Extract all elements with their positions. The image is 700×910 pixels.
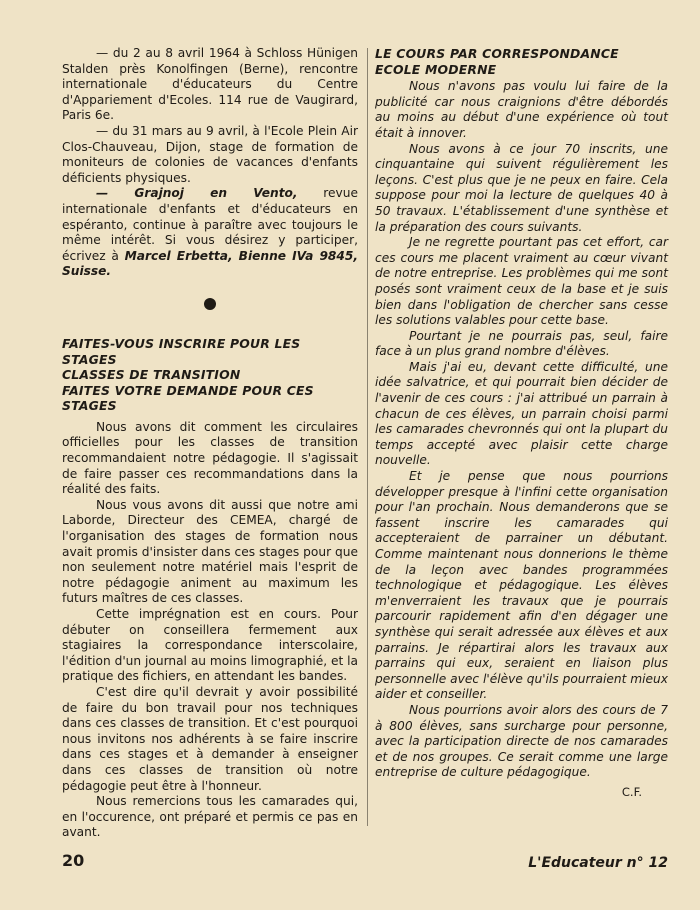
correspondance-heading-line-1: LE COURS PAR CORRESPONDANCE [375,46,619,61]
cours-paragraph-7: Nous pourrions avoir alors des cours de 7 à 800 élèves, sans surcharge pour personne, avec la participation directe de nos camarades et de nos groupes. Ce serait comme une large entreprise de culture pédagogique. [375,702,668,780]
grajnoj-title: — Grajnoj en Vento, [96,186,298,201]
cours-paragraph-5: Mais j'ai eu, devant cette difficulté, une idée salvatrice, et qui pourrait bien décider de l'avenir de ces cours : j'ai attribué un parrain à chacun de ces élèves, un parrain choisi parmi les camarades chevronnés qui ont la plupart du temps accepté avec plaisir cette charge nouvelle. [375,359,668,468]
stages-heading-line-2: CLASSES DE TRANSITION [62,367,241,383]
journal-issue: L'Educateur n° 12 [528,855,668,871]
author-signature: C.F. [621,784,642,799]
cours-paragraph-3: Je ne regrette pourtant pas cet effort, car ces cours me placent vraiment au cœur vivant de notre entreprise. Les problèmes qui me sont posés sont vraiment ceux de la base et je suis bien dans l'obligation de chercher sans cesse les solutions valables pour cette base. [375,235,668,328]
correspondance-heading [375,46,668,77]
page-number: 20 [62,851,85,870]
stages-paragraph-5: Nous remercions tous les camarades qui, en l'occurence, ont préparé et permis ce pas en avant. [62,794,358,840]
section-bullet [204,298,216,310]
grajnoj-body: revue internationale d'enfants et d'éducateurs en espéranto, continue à paraître avec toujours le même intérêt. Si vous désirez y participer, écrivez à [62,186,358,263]
stages-heading-line-1: FAITES-VOUS INSCRIRE POUR LES STAGES [62,335,301,367]
cours-paragraph-1: Nous n'avons pas voulu lui faire de la publicité car nous craignions d'être débordés au moins au début d'une expérience où tout était à innover. [375,79,668,140]
cours-paragraph-2: Nous avons à ce jour 70 inscrits, une cinquantaine qui suivent régulièrement les leçons. C'est plus que je ne peux en faire. Cela suppose pour moi la lecture de quelques 40 à 50 travaux. L'établissement d'une synthèse et la préparation des cours suivants. [375,141,668,234]
left-column [62,46,358,841]
correspondance-heading-line-2: ECOLE MODERNE [375,61,497,77]
column-divider [367,48,368,826]
stages-heading [62,336,358,414]
announcement-hunigen: — du 2 au 8 avril 1964 à Schloss Hünigen Stalden près Konolfingen (Berne), rencontre internationale d'éducateurs du Centre d'Appariement d'Ecoles. 114 rue de Vaugirard, Paris 6e. [62,46,358,123]
right-column [375,46,668,801]
grajnoj-contact: Marcel Erbetta, Bienne IVa 9845, Suisse. [62,248,359,279]
stages-paragraph-4: C'est dire qu'il devrait y avoir possibilité de faire du bon travail pour nos techniques dans ces classes de transition. Et c'est pourquoi nous invitons nos adhérents à se faire inscrire dans ces stages et à demander à enseigner dans ces classes de transition où notre pédagogie peut être à l'honneur. [62,684,358,793]
stages-paragraph-3: Cette imprégnation est en cours. Pour débuter on conseillera fermement aux stagiaires la correspondance interscolaire, l'édition d'un journal au moins limographié, et la pratique des fichiers, en attendant les bandes. [62,607,358,684]
cours-paragraph-4: Pourtant je ne pourrais pas, seul, faire face à un plus grand nombre d'élèves. [375,328,668,359]
stages-heading-line-3: FAITES VOTRE DEMANDE POUR CES STAGES [62,382,314,414]
announcement-dijon: — du 31 mars au 9 avril, à l'Ecole Plein Air Clos-Chauveau, Dijon, stage de formation de moniteurs de colonies de vacances d'enfants déficients physiques. [62,123,358,185]
cours-paragraph-6: Et je pense que nous pourrions développer presque à l'infini cette organisation pour l'an prochain. Nous demanderons que se fassent inscrire les camarades qui accepteraient de parrainer un débutant. Comme maintenant nous donnerions le thème de la leçon avec bandes programmées technologique et pédagogique. Les élèves m'enverraient les travaux que je pourrais parcourir rapidement afin d'en dégager une synthèse qui serait adressée aux élèves et aux parrains. Je répartirai alors les travaux aux parrains qui eux, seraient en liaison plus personnelle avec l'élève qu'ils pourraient mieux aider et conseiller. [375,469,668,702]
stages-paragraph-2: Nous vous avons dit aussi que notre ami Laborde, Directeur des CEMEA, chargé de l'organisation des stages de formation nous avait promis d'insister dans ces stages pour que non seulement notre matériel mais l'esprit de notre pédagogie animent au maximum les futurs maîtres de ces classes. [62,497,358,606]
stages-paragraph-1: Nous avons dit comment les circulaires officielles pour les classes de transition recommandaient notre pédagogie. Il s'agissait de faire passer ces recommandations dans la réalité des faits. [62,419,358,497]
announcement-grajnoj [62,186,358,280]
